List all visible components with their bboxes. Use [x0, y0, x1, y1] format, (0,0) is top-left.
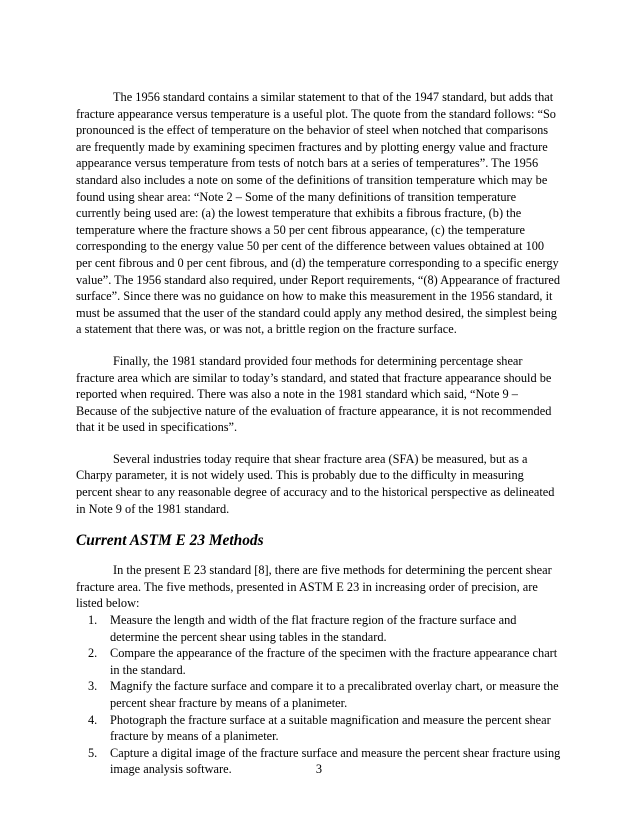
paragraph-1956-standard: The 1956 standard contains a similar statement to that of the 1947 standard, but adds that fracture appearance versus temperature is a useful plot. The quote from the standard follows: “So pronounced is the effect of temperature on the behavior of steel when notched that comparisons are frequently made by examining specimen fractures and by plotting energy value and fracture appearance versus temperature from tests of notch bars at a series of temperatures”. The 1956 standard also includes a note on some of the definitions of transition temperature which may be found using shear area: “Note 2 – Some of the many definitions of transition temperature currently being used are: (a) the lowest temperature that exhibits a fibrous fracture, (b) the temperature where the fracture shows a 50 per cent fibrous appearance, (c) the temperature corresponding to the energy value 50 per cent of the difference between values obtained at 100 per cent fibrous and 0 per cent fibrous, and (d) the temperature corresponding to a specific energy value”. The 1956 standard also required, under Report requirements, “(8) Appearance of fractured surface”. Since there was no guidance on how to make this measurement in the 1956 standard, it must be assumed that the user of the standard could apply any method desired, the simplest being a statement that there was, or was not, a brittle region on the fracture surface.: [76, 90, 561, 337]
list-item-text: Capture a digital image of the fracture surface and measure the percent shear fracture using image analysis software.: [110, 745, 561, 777]
list-item: [88, 712, 562, 745]
list-item-text: Compare the appearance of the fracture of the specimen with the fracture appearance chart in the standard.: [110, 646, 558, 677]
list-item-text: Magnify the facture surface and compare it to a precalibrated overlay chart, or measure the percent shear fracture by means of a planimeter.: [110, 679, 559, 710]
list-item-number: 5.: [88, 745, 98, 760]
section-intro-paragraph: In the present E 23 standard [8], there are five methods for determining the percent shear fracture area. The five methods, presented in ASTM E 23 in increasing order of precision, are listed below:: [76, 563, 552, 611]
paragraph-industries-sfa: Several industries today require that shear fracture area (SFA) be measured, but as a Charpy parameter, it is not widely used. This is probably due to the difficulty in measuring percent shear to any reasonable degree of accuracy and to the historical perspective as delineated in Note 9 of the 1981 standard.: [76, 451, 555, 516]
list-item-text: Measure the length and width of the flat fracture region of the fracture surface and determine the percent shear using tables in the standard.: [110, 613, 517, 644]
list-item-number: 1.: [88, 613, 98, 628]
list-item-number: 2.: [88, 646, 98, 661]
list-item: [88, 612, 562, 645]
list-item: [88, 645, 562, 678]
paragraph-1981-standard: Finally, the 1981 standard provided four methods for determining percentage shear fracture area which are similar to today’s standard, and stated that fracture appearance should be reported when required. There was also a note in the 1981 standard which said, “Note 9 – Because of the subjective nature of the evaluation of fracture appearance, it is not recommended that it be used in specifications”.: [76, 353, 552, 435]
section-heading: Current ASTM E 23 Methods: [76, 532, 264, 550]
list-item-number: 4.: [88, 712, 98, 727]
methods-list: [76, 612, 562, 778]
page-number: 3: [315, 762, 323, 776]
list-item-number: 3.: [88, 679, 98, 694]
list-item: [88, 678, 562, 711]
page-body: [76, 89, 562, 778]
list-item-text: Photograph the fracture surface at a suitable magnification and measure the percent shear fracture by means of a planimeter.: [110, 712, 551, 744]
